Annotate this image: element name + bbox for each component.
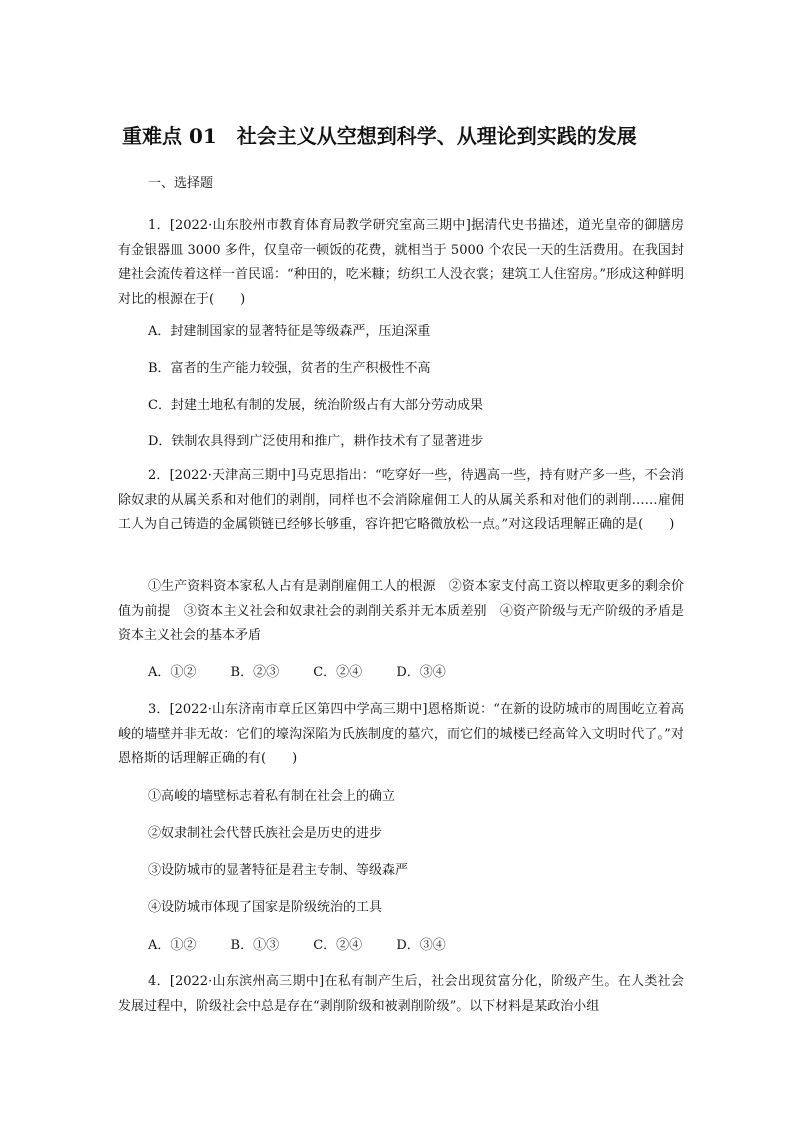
question-2-choices [148,664,476,682]
question-3-statement-1: ①高峻的墙壁标志着私有制在社会上的确立 [148,789,396,804]
question-2-choice-c: C．②④ [313,665,363,680]
question-3-choice-d: D．③④ [396,938,446,953]
question-2-stem: 2．[2022·天津高三期中]马克思指出：“吃穿好一些，待遇高一些，持有财产多一些，不会消除奴隶的从属关系和对他们的剥削，同样也不会消除雇佣工人的从属关系和对他们的剥削……雇佣工人为自己铸造的金属锁链已经够长够重，容许把它略微放松一点。”对这段话理解正确的是( ) [118,468,684,532]
question-3-choice-b: B．①③ [230,938,280,953]
section-heading: 一、选择题 [148,176,214,191]
question-4-stem: 4．[2022·山东滨州高三期中]在私有制产生后，社会出现贫富分化，阶级产生。在人类社会发展过程中，阶级社会中总是存在“剥削阶级和被剥削阶级”。以下材料是某政治小组 [118,974,684,1014]
question-1-stem: 1．[2022·山东胶州市教育体育局教学研究室高三期中]据清代史书描述，道光皇帝的御膳房有金银器皿 3000 多件，仅皇帝一顿饭的花费，就相当于 5000 个农民一天的生活费用。在我国封建社会流传着这样一首民谣：“种田的，吃米糠；纺织工人没衣裳；建筑工人住窑房。”形成这种鲜明对比的根源在于( ) [118,218,684,307]
question-3-choice-a: A．①② [148,938,197,953]
question-3-statement-4: ④设防城市体现了国家是阶级统治的工具 [148,900,383,915]
question-3-choice-c: C．②④ [313,938,363,953]
question-2-choice-a: A．①② [148,665,197,680]
page-title: 重难点 01 社会主义从空想到科学、从理论到实践的发展 [122,124,637,148]
question-3-statement-2: ②奴隶制社会代替氏族社会是历史的进步 [148,826,383,841]
question-1-option-a: A．封建制国家的显著特征是等级森严，压迫深重 [148,324,431,339]
question-1-option-c: C．封建土地私有制的发展，统治阶级占有大部分劳动成果 [148,398,483,413]
question-2-choice-b: B．②③ [230,665,280,680]
question-1-option-d: D．铁制农具得到广泛使用和推广，耕作技术有了显著进步 [148,434,484,449]
question-2-choice-d: D．③④ [396,665,446,680]
question-3-statement-3: ③设防城市的显著特征是君主专制、等级森严 [148,863,409,878]
question-3-stem: 3．[2022·山东济南市章丘区第四中学高三期中]恩格斯说：“在新的设防城市的周围屹立着高峻的墙壁并非无故：它们的壕沟深陷为氏族制度的墓穴，而它们的城楼已经高耸入文明时代了。”对恩格斯的话理解正确的有( ) [118,702,684,766]
question-3-choices [148,937,476,955]
question-2-statements: ①生产资料资本家私人占有是剥削雇佣工人的根源 ②资本家支付高工资以榨取更多的剩余价值为前提 ③资本主义社会和奴隶社会的剥削关系并无本质差别 ④资产阶级与无产阶级的矛盾是资本主义社会的基本矛盾 [118,579,684,643]
question-1-option-b: B．富者的生产能力较强，贫者的生产积极性不高 [148,361,431,376]
